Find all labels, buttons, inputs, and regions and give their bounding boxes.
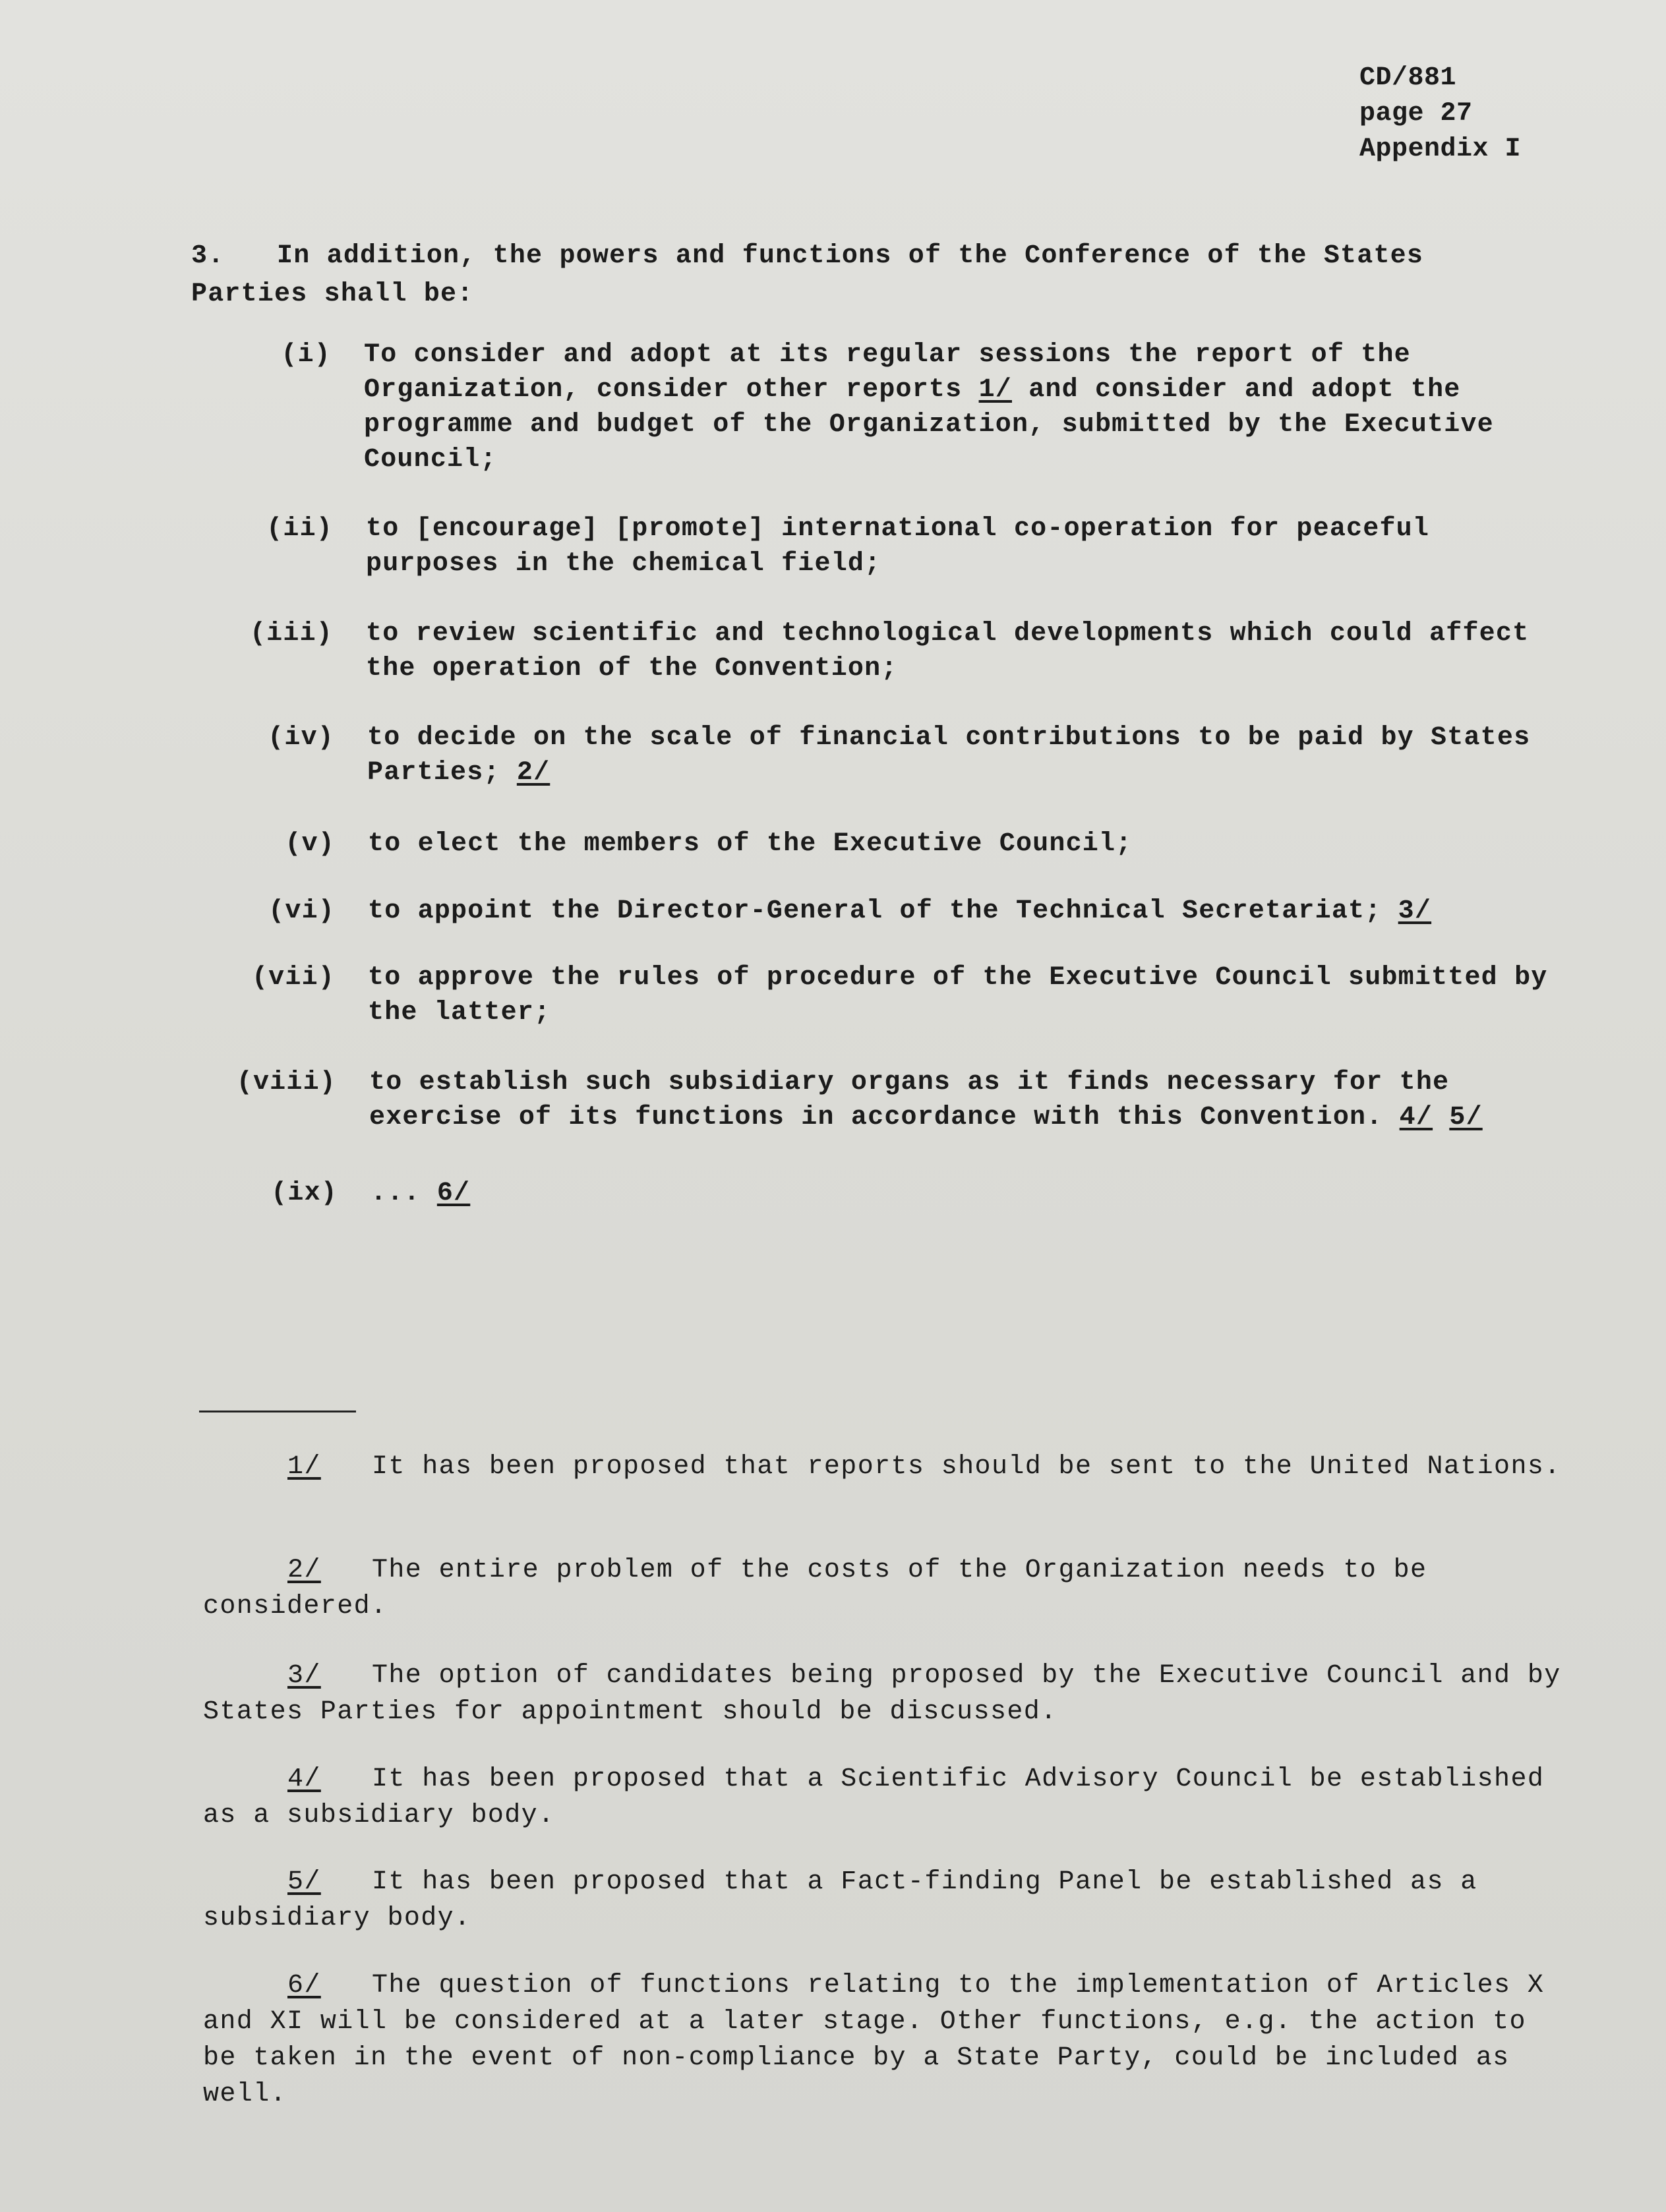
item-label: (i): [281, 340, 331, 370]
footnote-number: 2/: [287, 1556, 321, 1585]
paragraph-number: 3.: [191, 241, 225, 271]
footnote-text: The question of functions relating to the implementation of Articles X and XI will be considered at a later stage. Other functions, e.g. the action to be taken in the event of non-compliance by a State Party, could be included as well.: [203, 1971, 1545, 2109]
footnote: [203, 1552, 1561, 1625]
paragraph-3-intro: [191, 237, 1503, 314]
footnote-text: The option of candidates being proposed by the Executive Council and by States Parties for appointment should be discussed.: [203, 1661, 1561, 1727]
footnote-number: 1/: [287, 1452, 321, 1482]
list-item: [281, 337, 1551, 477]
item-text: [369, 1065, 1556, 1135]
item-text: to approve the rules of procedure of the Executive Council submitted by the latter;: [368, 963, 1548, 1028]
item-text-part: to decide on the scale of financial contributions to be paid by States Parties;: [367, 723, 1531, 788]
page-number: page 27: [1359, 99, 1473, 129]
item-label: (iv): [268, 723, 334, 753]
item-text: [371, 1176, 1557, 1211]
footnote-text: It has been proposed that a Scientific Advisory Council be established as a subsidiary body.: [203, 1764, 1545, 1830]
item-label: (viii): [236, 1068, 336, 1097]
footnote-number: 3/: [287, 1661, 321, 1691]
item-text: [368, 894, 1555, 929]
item-text-part: To consider and adopt at its regular sessions the report of the Organization, consider other reports: [364, 340, 1411, 405]
footnote-text: The entire problem of the costs of the Organization needs to be considered.: [203, 1556, 1427, 1621]
item-text: to elect the members of the Executive Council;: [368, 829, 1133, 859]
item-text-part: and consider and adopt the programme and budget of the Organization, submitted by the Executive Council;: [364, 375, 1494, 475]
footnote-text: It has been proposed that a Fact-finding Panel be established as a subsidiary body.: [203, 1867, 1477, 1933]
list-item: [285, 827, 1555, 861]
footnote-ref: 6/: [436, 1179, 471, 1208]
footnote-ref: 2/: [516, 758, 550, 788]
document-header: [1359, 61, 1521, 167]
item-label: (vi): [268, 896, 335, 926]
document-symbol: CD/881: [1359, 63, 1457, 93]
footnote: [203, 1449, 1561, 1485]
footnote-number: 6/: [287, 1971, 321, 2000]
footnote-number: 5/: [287, 1867, 321, 1897]
list-item: [236, 1065, 1556, 1135]
item-label: (ii): [266, 514, 333, 544]
footnote: [203, 1658, 1561, 1730]
list-item: [271, 1176, 1557, 1211]
list-item: [268, 894, 1555, 929]
item-text-part: to establish such subsidiary organs as it finds necessary for the exercise of its functions in accordance with this Convention.: [369, 1068, 1450, 1132]
item-text: [364, 337, 1551, 477]
footnote-ref: 5/: [1449, 1103, 1483, 1132]
footnote-ref: 4/: [1399, 1103, 1433, 1132]
footnote-text: It has been proposed that reports should be sent to the United Nations.: [372, 1452, 1561, 1482]
item-text-part: to appoint the Director-General of the Technical Secretariat;: [368, 896, 1382, 926]
footnote: [203, 1761, 1561, 1834]
appendix-label: Appendix I: [1359, 134, 1522, 164]
list-item: [266, 511, 1553, 581]
item-label: (ix): [271, 1179, 338, 1208]
list-item: [249, 616, 1553, 686]
footnote-number: 4/: [287, 1764, 321, 1794]
item-label: (v): [285, 829, 335, 859]
footnote-separator: [199, 1411, 356, 1412]
footnote-ref: 1/: [978, 375, 1012, 405]
item-label: (iii): [249, 619, 333, 649]
item-text: [367, 720, 1554, 790]
footnote: [203, 1967, 1561, 2112]
list-item: [251, 960, 1555, 1030]
paragraph-intro-text: In addition, the powers and functions of the Conference of the States Parties shall be:: [191, 241, 1424, 309]
item-text: to [encourage] [promote] international co-operation for peaceful purposes in the chemical field;: [366, 514, 1430, 579]
footnote-ref: 3/: [1398, 896, 1432, 926]
item-text: to review scientific and technological developments which could affect the operation of the Convention;: [366, 619, 1530, 684]
list-item: [268, 720, 1554, 790]
item-label: (vii): [251, 963, 335, 993]
item-text-part: ...: [371, 1179, 421, 1208]
footnote: [203, 1864, 1561, 1936]
